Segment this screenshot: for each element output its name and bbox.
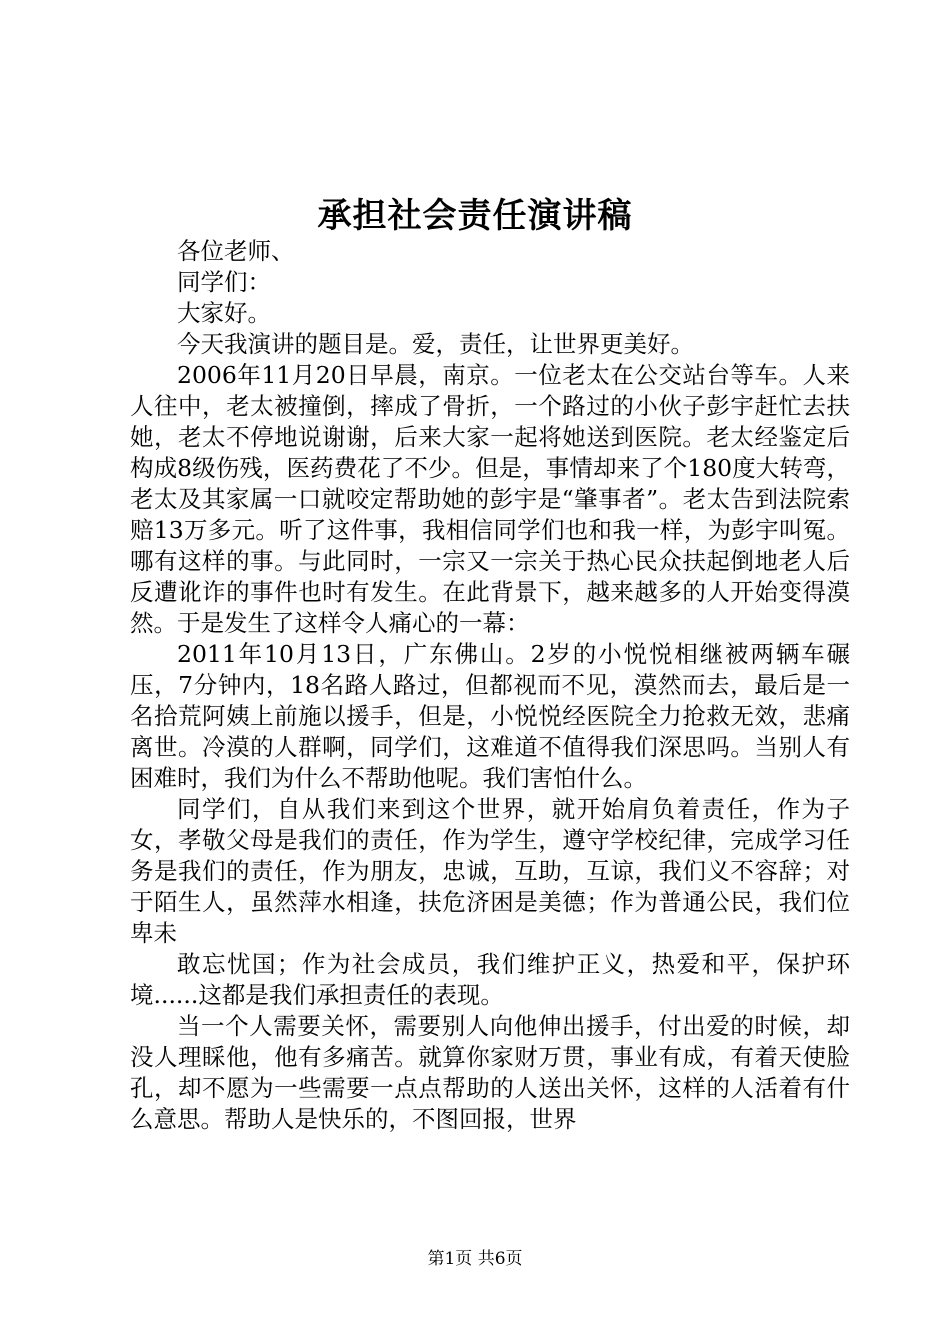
paragraph: 敢忘忧国；作为社会成员，我们维护正义，热爱和平，保护环境......这都是我们承担责任的表现。: [130, 950, 850, 1009]
paragraph: 同学们：: [177, 268, 271, 296]
paragraph: 大家好。: [177, 299, 271, 327]
paragraph: 同学们，自从我们来到这个世界，就开始肩负着责任，作为子女，孝敬父母是我们的责任，作为学生，遵守学校纪律，完成学习任务是我们的责任，作为朋友，忠诚，互助，互谅，我们义不容辞；对于陌生人，虽然萍水相逢，扶危济困是美德；作为普通公民，我们位卑未: [130, 795, 850, 947]
page-footer: 第1页 共6页: [427, 1249, 523, 1269]
paragraph: 2006年11月20日早晨，南京。一位老太在公交站台等车。人来人往中，老太被撞倒，摔成了骨折，一个路过的小伙子彭宇赶忙去扶她，老太不停地说谢谢，后来大家一起将她送到医院。老太经鉴定后构成8级伤残，医药费花了不少。但是，事情却来了个180度大转弯，老太及其家属一口就咬定帮助她的彭宇是“肇事者”。老太告到法院索赔13万多元。听了这件事，我相信同学们也和我一样，为彭宇叫冤。哪有这样的事。与此同时，一宗又一宗关于热心民众扶起倒地老人后反遭讹诈的事件也时有发生。在此背景下，越来越多的人开始变得漠然。于是发生了这样令人痛心的一幕：: [130, 361, 850, 637]
paragraph: 当一个人需要关怀，需要别人向他伸出援手，付出爱的时候，却没人理睬他，他有多痛苦。就算你家财万贯，事业有成，有着天使脸孔，却不愿为一些需要一点点帮助的人送出关怀，这样的人活着有什么意思。帮助人是快乐的，不图回报，世界: [130, 1012, 850, 1133]
paragraph: 今天我演讲的题目是。爱，责任，让世界更美好。: [177, 330, 694, 358]
document-body: [130, 236, 850, 1135]
document-title: 承担社会责任演讲稿: [317, 196, 633, 236]
paragraph: 2011年10月13日，广东佛山。2岁的小悦悦相继被两辆车碾压，7分钟内，18名路人路过，但都视而不见，漠然而去，最后是一名拾荒阿姨上前施以援手，但是，小悦悦经医院全力抢救无效，悲痛离世。冷漠的人群啊，同学们，这难道不值得我们深思吗。当别人有困难时，我们为什么不帮助他呢。我们害怕什么。: [130, 640, 850, 792]
paragraph: 各位老师、: [177, 237, 295, 265]
